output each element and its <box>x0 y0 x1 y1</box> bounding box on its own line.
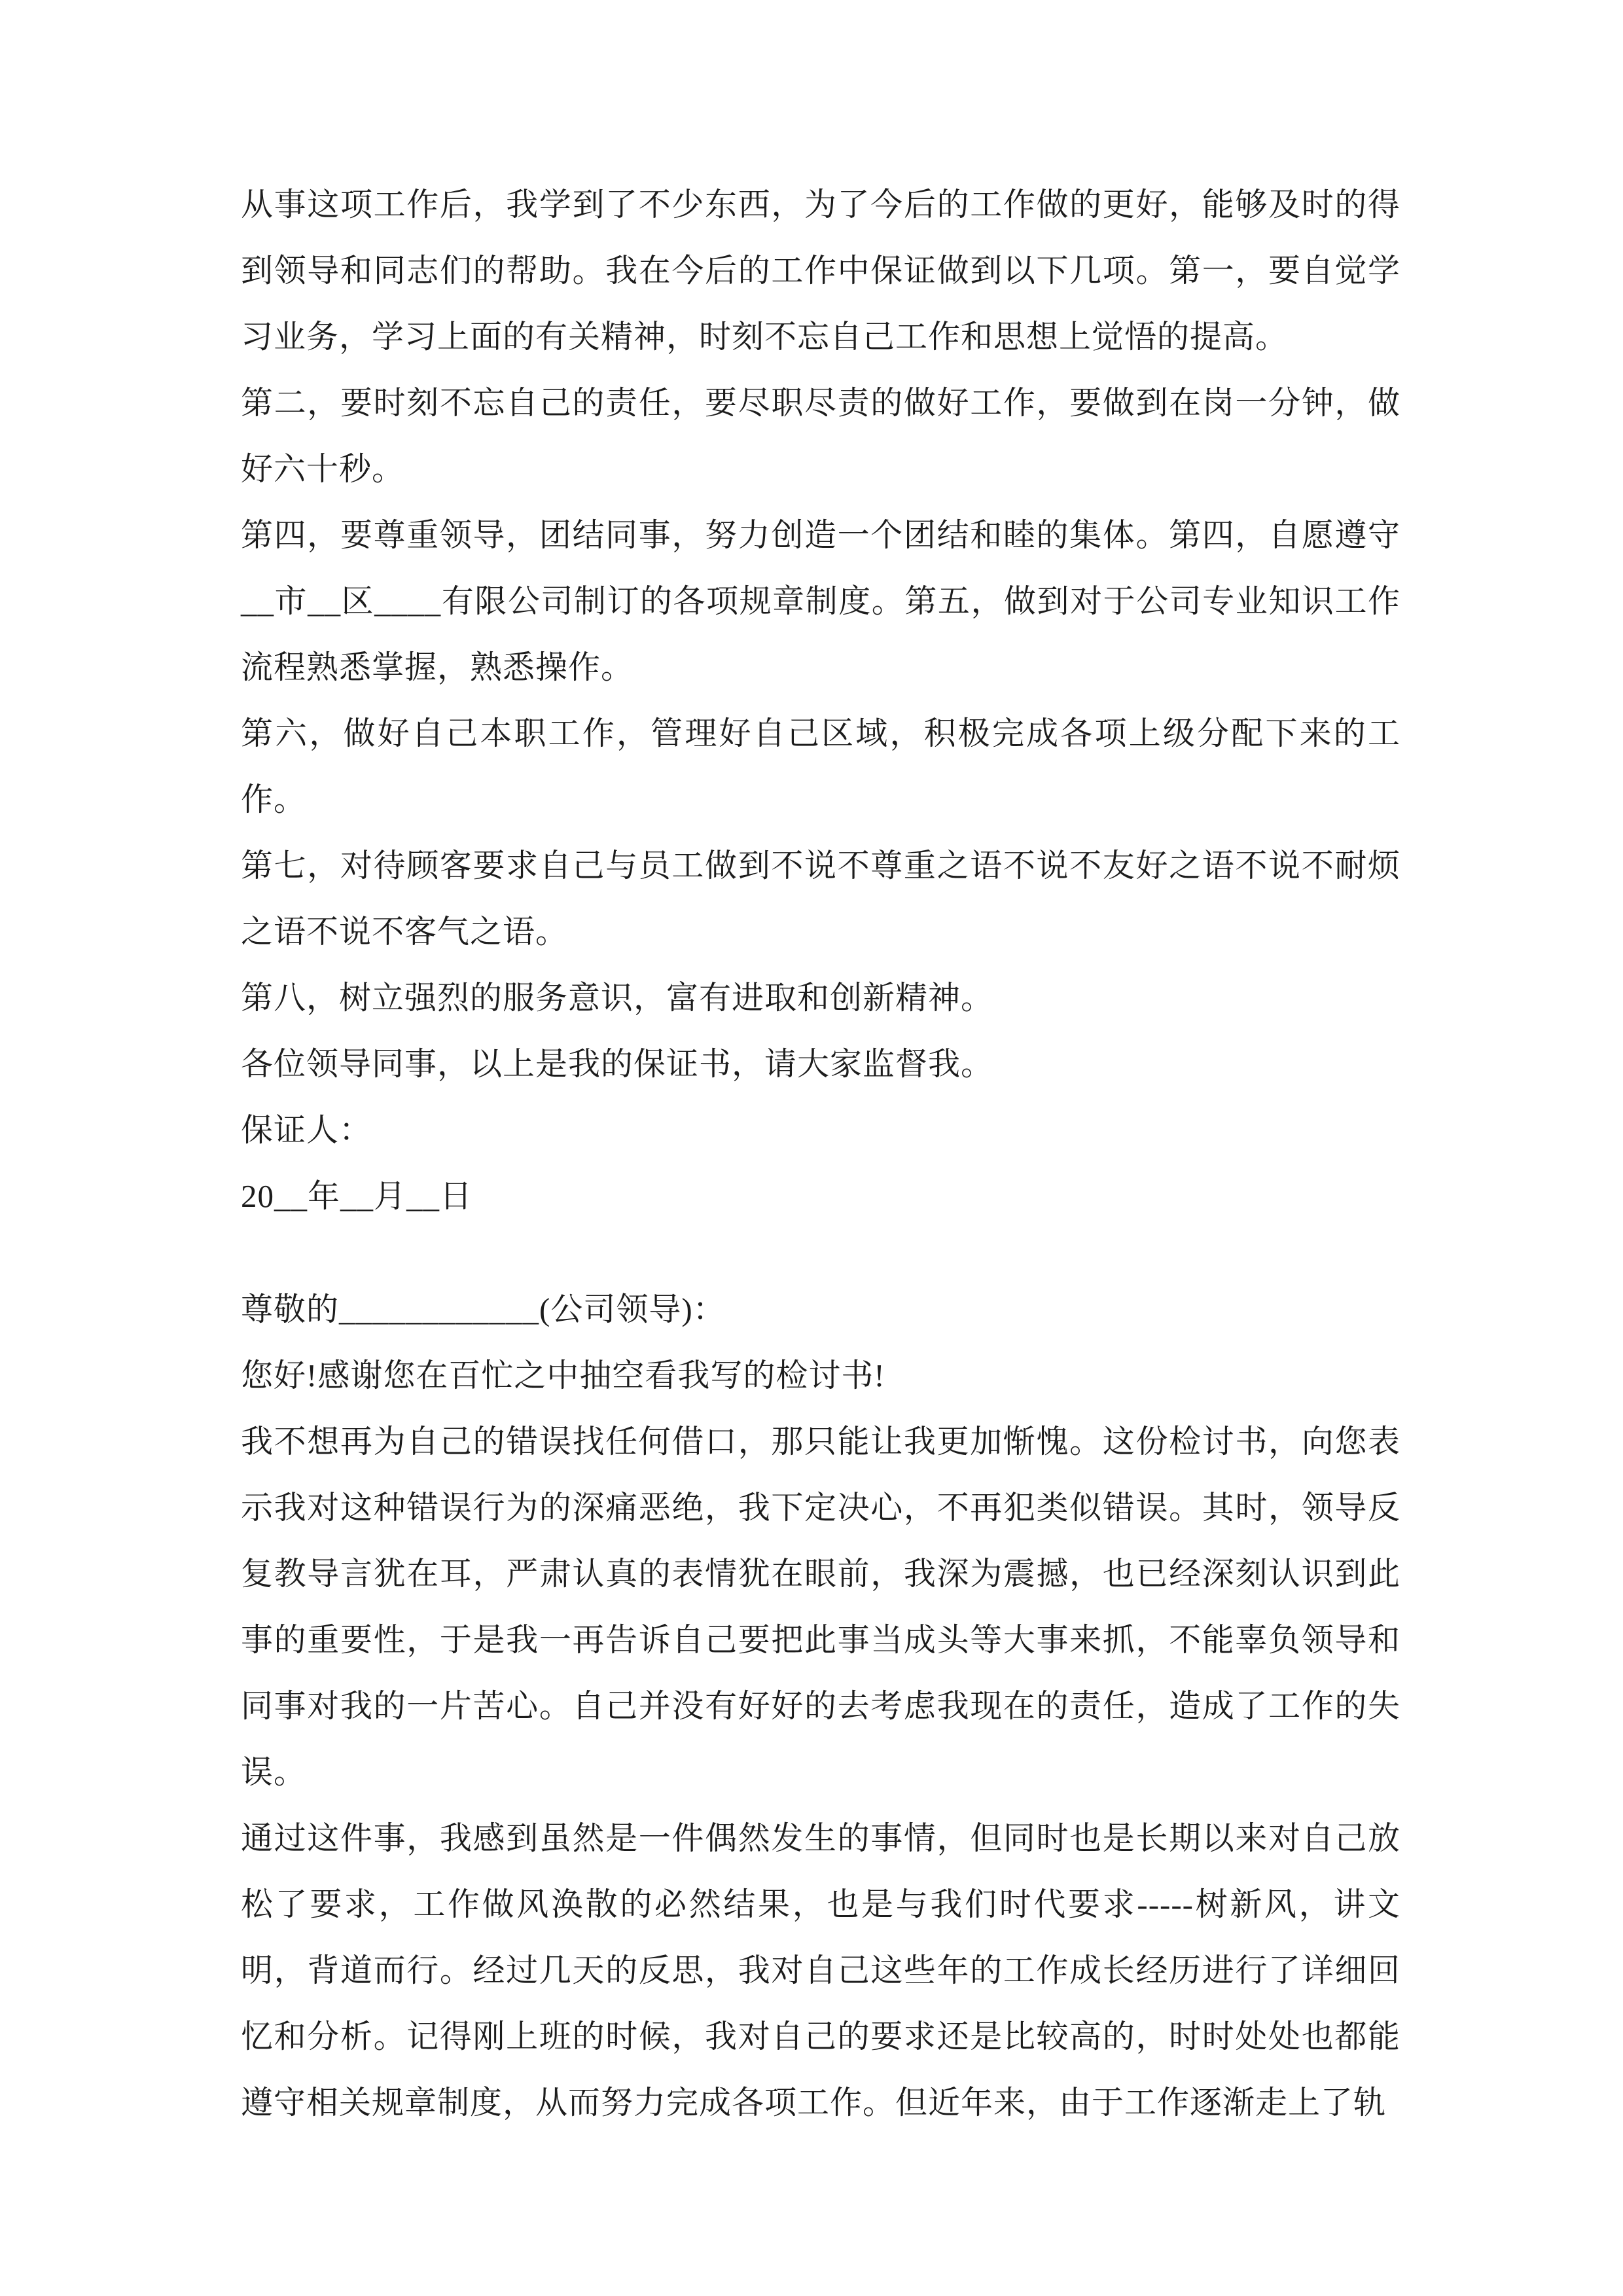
paragraph-closing: 各位领导同事，以上是我的保证书，请大家监督我。 <box>241 1046 994 1082</box>
paragraph-item-4-5: 第四，要尊重领导，团结同事，努力创造一个团结和睦的集体。第四，自愿遵守__市__区____有限公司制订的各项规章制度。第五，做到对于公司专业知识工作流程熟悉掌握，熟悉操作。 <box>241 517 1400 685</box>
document-body <box>241 171 1400 2136</box>
paragraph-item-6: 第六，做好自己本职工作，管理好自己区域，积极完成各项上级分配下来的工作。 <box>241 715 1400 817</box>
paragraph-guarantor-line: 保证人： <box>241 1112 372 1148</box>
paragraph-item-8: 第八，树立强烈的服务意识，富有进取和创新精神。 <box>241 980 994 1016</box>
paragraph-salutation: 尊敬的____________(公司领导)： <box>241 1291 726 1327</box>
paragraph-guarantee-intro: 从事这项工作后，我学到了不少东西，为了今后的工作做的更好，能够及时的得到领导和同志们的帮助。我在今后的工作中保证做到以下几项。第一，要自觉学习业务，学习上面的有关精神，时刻不忘自己工作和思想上觉悟的提高。 <box>241 187 1400 355</box>
paragraph-item-7: 第七，对待顾客要求自己与员工做到不说不尊重之语不说不友好之语不说不耐烦之语不说不客气之语。 <box>241 848 1400 950</box>
paragraph-date-line: 20__年__月__日 <box>241 1178 473 1214</box>
paragraph-greeting: 您好!感谢您在百忙之中抽空看我写的检讨书! <box>241 1357 885 1393</box>
paragraph-review-body-2: 通过这件事，我感到虽然是一件偶然发生的事情，但同时也是长期以来对自己放松了要求，工作做风涣散的必然结果，也是与我们时代要求-----树新风，讲文明，背道而行。经过几天的反思，我对自己这些年的工作成长经历进行了详细回忆和分析。记得刚上班的时候，我对自己的要求还是比较高的，时时处处也都能遵守相关规章制度，从而努力完成各项工作。但近年来，由于工作逐渐走上了轨 <box>241 1820 1400 2121</box>
paragraph-review-body-1: 我不想再为自己的错误找任何借口，那只能让我更加惭愧。这份检讨书，向您表示我对这种错误行为的深痛恶绝，我下定决心，不再犯类似错误。其时，领导反复教导言犹在耳，严肃认真的表情犹在眼前，我深为震撼，也已经深刻认识到此事的重要性，于是我一再告诉自己要把此事当成头等大事来抓，不能辜负领导和同事对我的一片苦心。自己并没有好好的去考虑我现在的责任，造成了工作的失误。 <box>241 1424 1400 1790</box>
paragraph-item-2: 第二，要时刻不忘自己的责任，要尽职尽责的做好工作，要做到在岗一分钟，做好六十秒。 <box>241 385 1400 487</box>
